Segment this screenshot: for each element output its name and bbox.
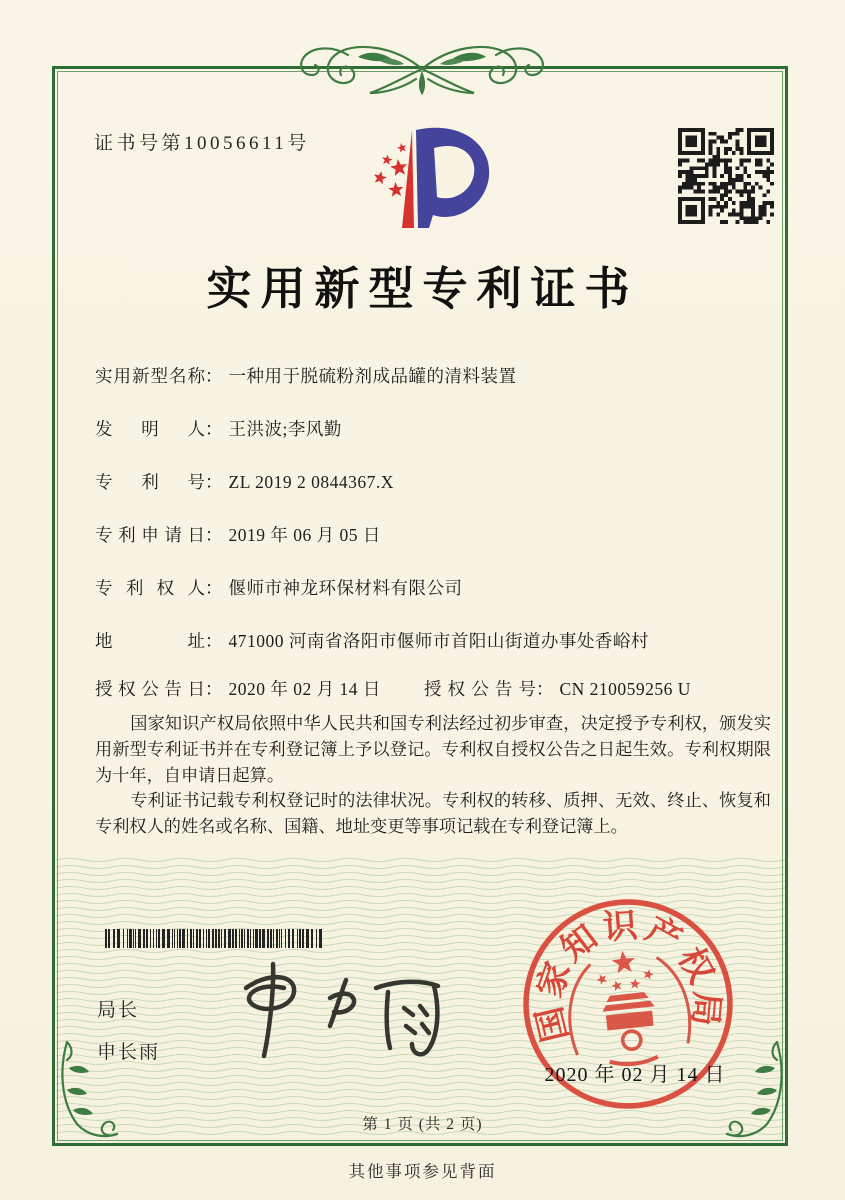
certificate-number: 证书号第10056611号 xyxy=(94,133,310,154)
field-label: 专利权人 xyxy=(95,578,205,598)
field-value: 471000 河南省洛阳市偃师市首阳山街道办事处香峪村 xyxy=(228,631,649,651)
field-row-patent-number xyxy=(95,469,394,494)
official-name: 申长雨 xyxy=(97,1042,161,1063)
certificate-title: 实用新型专利证书 xyxy=(206,264,639,314)
barcode xyxy=(105,929,325,948)
cnipa-seal xyxy=(509,885,746,1122)
field-row-invention-name xyxy=(95,363,517,388)
field-colon: ： xyxy=(205,525,223,545)
field-value: CN 210059256 U xyxy=(559,679,691,699)
field-value: 2020 年 02 月 14 日 xyxy=(228,679,381,699)
field-label: 授权公告号 xyxy=(424,679,536,699)
field-label: 实用新型名称 xyxy=(95,366,205,386)
field-value: ZL 2019 2 0844367.X xyxy=(228,472,394,492)
field-label: 授权公告日 xyxy=(95,679,205,699)
field-colon: ： xyxy=(205,419,223,439)
legal-paragraph-1: 国家知识产权局依照中华人民共和国专利法经过初步审查，决定授予专利权，颁发实用新型专利证书并在专利登记簿上予以登记。专利权自授权公告之日起生效。专利权期限为十年，自申请日起算。 xyxy=(95,714,771,785)
field-value: 2019 年 06 月 05 日 xyxy=(228,525,381,545)
field-label: 专利申请日 xyxy=(95,525,205,545)
field-label: 发明人 xyxy=(95,419,205,439)
cnipa-logo-icon xyxy=(350,124,500,236)
field-row-grant-date xyxy=(95,676,381,701)
back-side-note: 其他事项参见背面 xyxy=(348,1162,497,1181)
field-row-grant-number xyxy=(424,676,691,701)
field-colon: ： xyxy=(205,366,223,386)
page-number: 第 1 页 (共 2 页) xyxy=(362,1116,483,1133)
field-colon: ： xyxy=(205,631,223,651)
field-value: 王洪波;李风勤 xyxy=(228,419,342,439)
field-label: 专利号 xyxy=(95,472,205,492)
director-signature-icon xyxy=(218,958,458,1063)
field-row-address xyxy=(95,628,649,653)
field-row-filing-date xyxy=(95,522,381,547)
official-block xyxy=(97,995,160,1064)
field-label: 地址 xyxy=(95,631,205,651)
field-colon: ： xyxy=(205,472,223,492)
seal-text: 国家知识产权局 xyxy=(529,906,726,1046)
qr-code xyxy=(678,128,774,224)
seal-date: 2020 年 02 月 14 日 xyxy=(544,1064,726,1086)
official-title: 局长 xyxy=(97,1000,140,1021)
field-colon: ： xyxy=(536,679,554,699)
field-colon: ： xyxy=(205,679,223,699)
legal-paragraph-2: 专利证书记载专利权登记时的法律状况。专利权的转移、质押、无效、终止、恢复和专利权人的姓名或名称、国籍、地址变更等事项记载在专利登记簿上。 xyxy=(95,791,771,837)
field-row-patentee xyxy=(95,575,463,600)
field-value: 一种用于脱硫粉剂成品罐的清料装置 xyxy=(228,366,517,386)
field-colon: ： xyxy=(205,578,223,598)
field-value: 偃师市神龙环保材料有限公司 xyxy=(228,578,463,598)
legal-text-block xyxy=(95,711,771,840)
field-row-inventor xyxy=(95,416,342,441)
